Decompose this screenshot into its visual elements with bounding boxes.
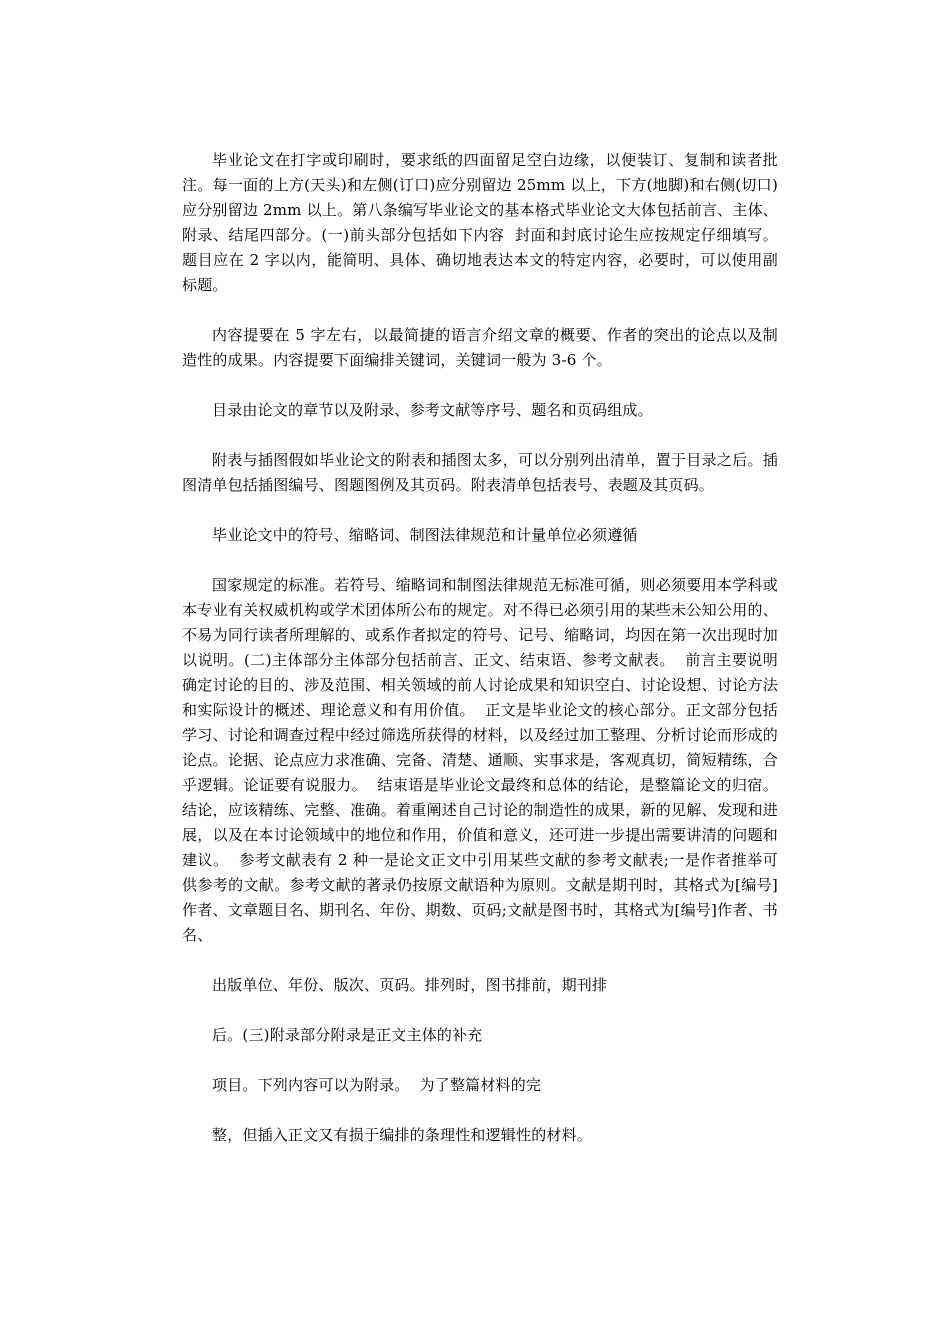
document-body [182,148,788,1173]
paragraph-appendix: 后。(三)附录部分附录是正文主体的补充 [212,1026,483,1044]
paragraph-symbols: 毕业论文中的符号、缩略词、制图法律规范和计量单位必须遵循 [212,526,638,544]
paragraph-figures-tables: 附表与插图假如毕业论文的附表和插图太多，可以分别列出清单，置于目录之后。插图清单包括插图编号、图题图例及其页码。附表清单包括表号、表题及其页码。 [182,451,778,494]
paragraph-appendix-items: 项目。下列内容可以为附录。 为了整篇材料的完 [212,1076,542,1094]
paragraph-margins: 毕业论文在打字或印刷时，要求纸的四面留足空白边缘，以便装订、复制和读者批注。每一面的上方(天头)和左侧(订口)应分别留边 25mm 以上，下方(地脚)和右侧(切口)应分别留边 2mm 以上。第八条编写毕业论文的基本格式毕业论文大体包括前言、主体、附录、结尾四部分。(一)前头部分包括如下内容 封面和封底讨论生应按规定仔细填写。 题目应在 2 字以内，能简明、具体、确切地表达本文的特定内容，必要时，可以使用副标题。 [182,151,788,294]
paragraph-publisher: 出版单位、年份、版次、页码。排列时，图书排前，期刊排 [212,976,608,994]
paragraph-table-of-contents: 目录由论文的章节以及附录、参考文献等序号、题名和页码组成。 [212,401,653,419]
paragraph-appendix-materials: 整，但插入正文又有损于编排的条理性和逻辑性的材料。 [212,1126,593,1144]
paragraph-abstract: 内容提要在 5 字左右，以最简捷的语言介绍文章的概要、作者的突出的论点以及制造性的成果。内容提要下面编排关键词，关键词一般为 3-6 个。 [182,326,778,369]
paragraph-standards-body: 国家规定的标准。若符号、缩略词和制图法律规范无标准可循，则必须要用本学科或本专业有关权威机构或学术团体所公布的规定。对不得已必须引用的某些未公知公用的、不易为同行读者所理解的、或系作者拟定的符号、记号、缩略词，均因在第一次出现时加以说明。(二)主体部分主体部分包括前言、正文、结束语、参考文献表。 前言主要说明确定讨论的目的、涉及范围、相关领域的前人讨论成果和知识空白、讨论设想、讨论方法和实际设计的概述、理论意义和有用价值。 正文是毕业论文的核心部分。正文部分包括学习、讨论和调查过程中经过筛选所获得的材料，以及经过加工整理、分析讨论而形成的论点。论据、论点应力求准确、完备、清楚、通顺、实事求是，客观真切，简短精练，合乎逻辑。论证要有说服力。 结束语是毕业论文最终和总体的结论，是整篇论文的归宿。结论，应该精练、完整、准确。着重阐述自己讨论的制造性的成果，新的见解、发现和进展，以及在本讨论领域中的地位和作用，价值和意义，还可进一步提出需要讲清的问题和建议。 参考文献表有 2 种一是论文正文中引用某些文献的参考文献表;一是作者推举可供参考的文献。参考文献的著录仍按原文献语种为原则。文献是期刊时，其格式为[编号]作者、文章题目名、期刊名、年份、期数、页码;文献是图书时，其格式为[编号]作者、书名、 [182,576,778,944]
